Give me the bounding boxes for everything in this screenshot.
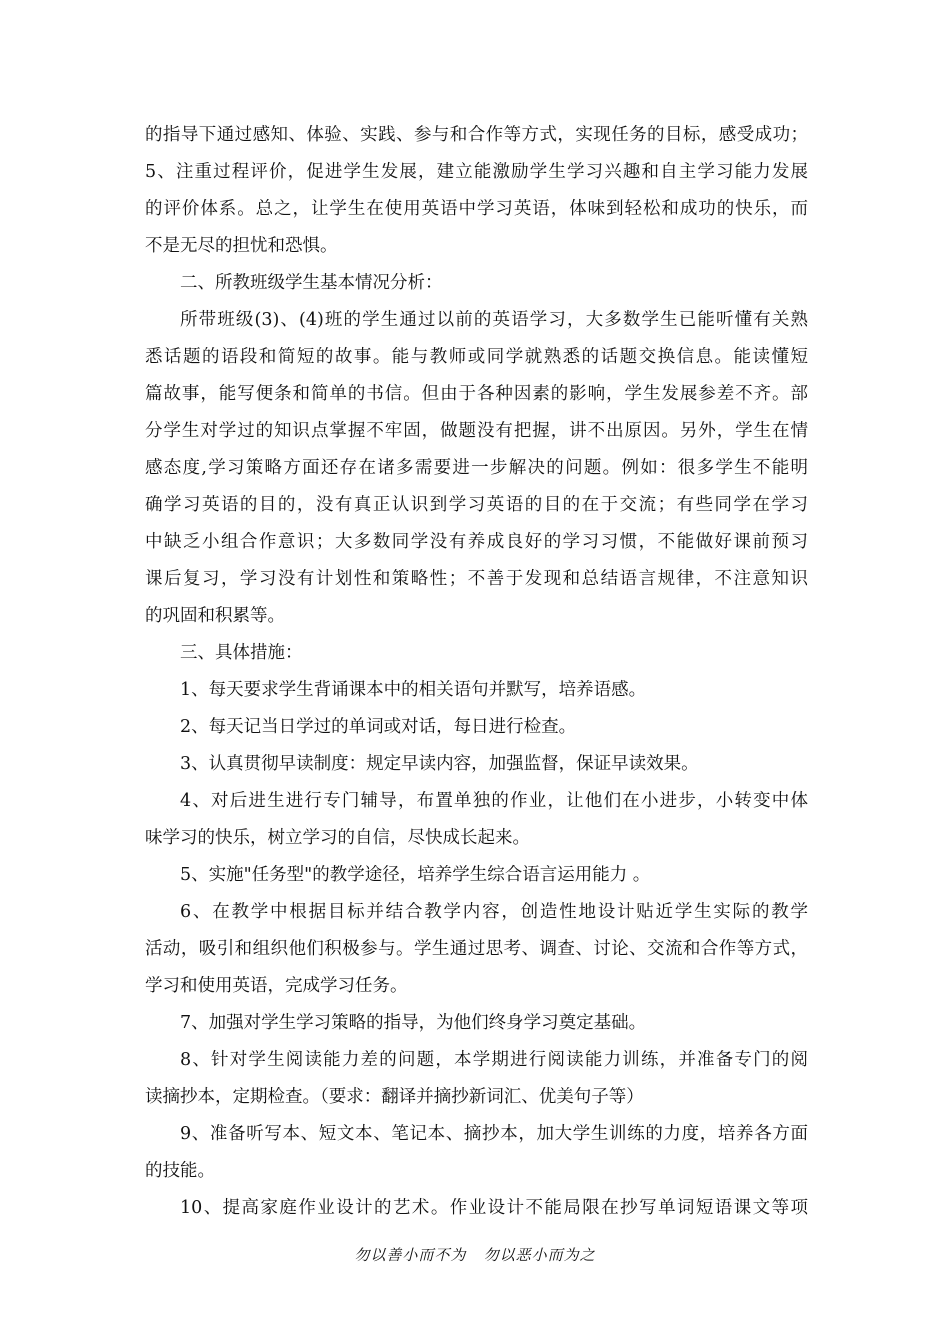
- text-line: 悉话题的语段和简短的故事。能与教师或同学就熟悉的话题交换信息。能读懂短: [145, 347, 808, 367]
- list-item: 8、针对学生阅读能力差的问题，本学期进行阅读能力训练，并准备专门的阅: [180, 1050, 808, 1070]
- text-line: 的巩固和积累等。: [145, 606, 285, 626]
- text-line: 中缺乏小组合作意识；大多数同学没有养成良好的学习习惯，不能做好课前预习: [145, 532, 808, 552]
- text-line: 所带班级(3)、(4)班的学生通过以前的英语学习，大多数学生已能听懂有关熟: [180, 310, 808, 330]
- text-line: 感态度,学习策略方面还存在诸多需要进一步解决的问题。例如：很多学生不能明: [145, 458, 808, 478]
- section-heading: 三、具体措施：: [180, 643, 303, 663]
- text-line: 分学生对学过的知识点掌握不牢固，做题没有把握，讲不出原因。另外，学生在情: [145, 421, 808, 441]
- text-line: 篇故事，能写便条和简单的书信。但由于各种因素的影响，学生发展参差不齐。部: [145, 384, 808, 404]
- text-line: 的评价体系。总之，让学生在使用英语中学习英语，体味到轻松和成功的快乐，而: [145, 199, 808, 219]
- list-item: 2、每天记当日学过的单词或对话，每日进行检查。: [180, 717, 577, 737]
- text-line: 确学习英语的目的，没有真正认识到学习英语的目的在于交流；有些同学在学习: [145, 495, 808, 515]
- footer-motto: 勿以善小而不为 勿以恶小而为之: [354, 1246, 596, 1264]
- text-line: 的指导下通过感知、体验、实践、参与和合作等方式，实现任务的目标，感受成功；: [145, 125, 808, 145]
- text-line: 活动，吸引和组织他们积极参与。学生通过思考、调查、讨论、交流和合作等方式，: [145, 939, 808, 959]
- section-heading: 二、所教班级学生基本情况分析：: [180, 273, 443, 293]
- list-item: 9、准备听写本、短文本、笔记本、摘抄本，加大学生训练的力度，培养各方面: [180, 1124, 808, 1144]
- list-item: 6、在教学中根据目标并结合教学内容，创造性地设计贴近学生实际的教学: [180, 902, 808, 922]
- list-item: 5、实施"任务型"的教学途径，培养学生综合语言运用能力 。: [180, 865, 651, 885]
- text-line: 味学习的快乐，树立学习的自信，尽快成长起来。: [145, 828, 530, 848]
- list-item: 10、提高家庭作业设计的艺术。作业设计不能局限在抄写单词短语课文等项: [180, 1198, 808, 1218]
- list-item: 3、认真贯彻早读制度：规定早读内容，加强监督，保证早读效果。: [180, 754, 699, 774]
- text-line: 5、注重过程评价，促进学生发展，建立能激励学生学习兴趣和自主学习能力发展: [145, 162, 808, 182]
- list-item: 1、每天要求学生背诵课本中的相关语句并默写，培养语感。: [180, 680, 647, 700]
- list-item: 7、加强对学生学习策略的指导，为他们终身学习奠定基础。: [180, 1013, 647, 1033]
- list-item: 4、对后进生进行专门辅导，布置单独的作业，让他们在小进步，小转变中体: [180, 791, 808, 811]
- document-body: [145, 117, 808, 1227]
- text-line: 不是无尽的担忧和恐惧。: [145, 236, 338, 256]
- text-line: 的技能。: [145, 1161, 215, 1181]
- text-line: 读摘抄本，定期检查。（要求：翻译并摘抄新词汇、优美句子等）: [145, 1087, 644, 1107]
- text-line: 学习和使用英语，完成学习任务。: [145, 976, 408, 996]
- text-line: 课后复习，学习没有计划性和策略性；不善于发现和总结语言规律，不注意知识: [145, 569, 808, 589]
